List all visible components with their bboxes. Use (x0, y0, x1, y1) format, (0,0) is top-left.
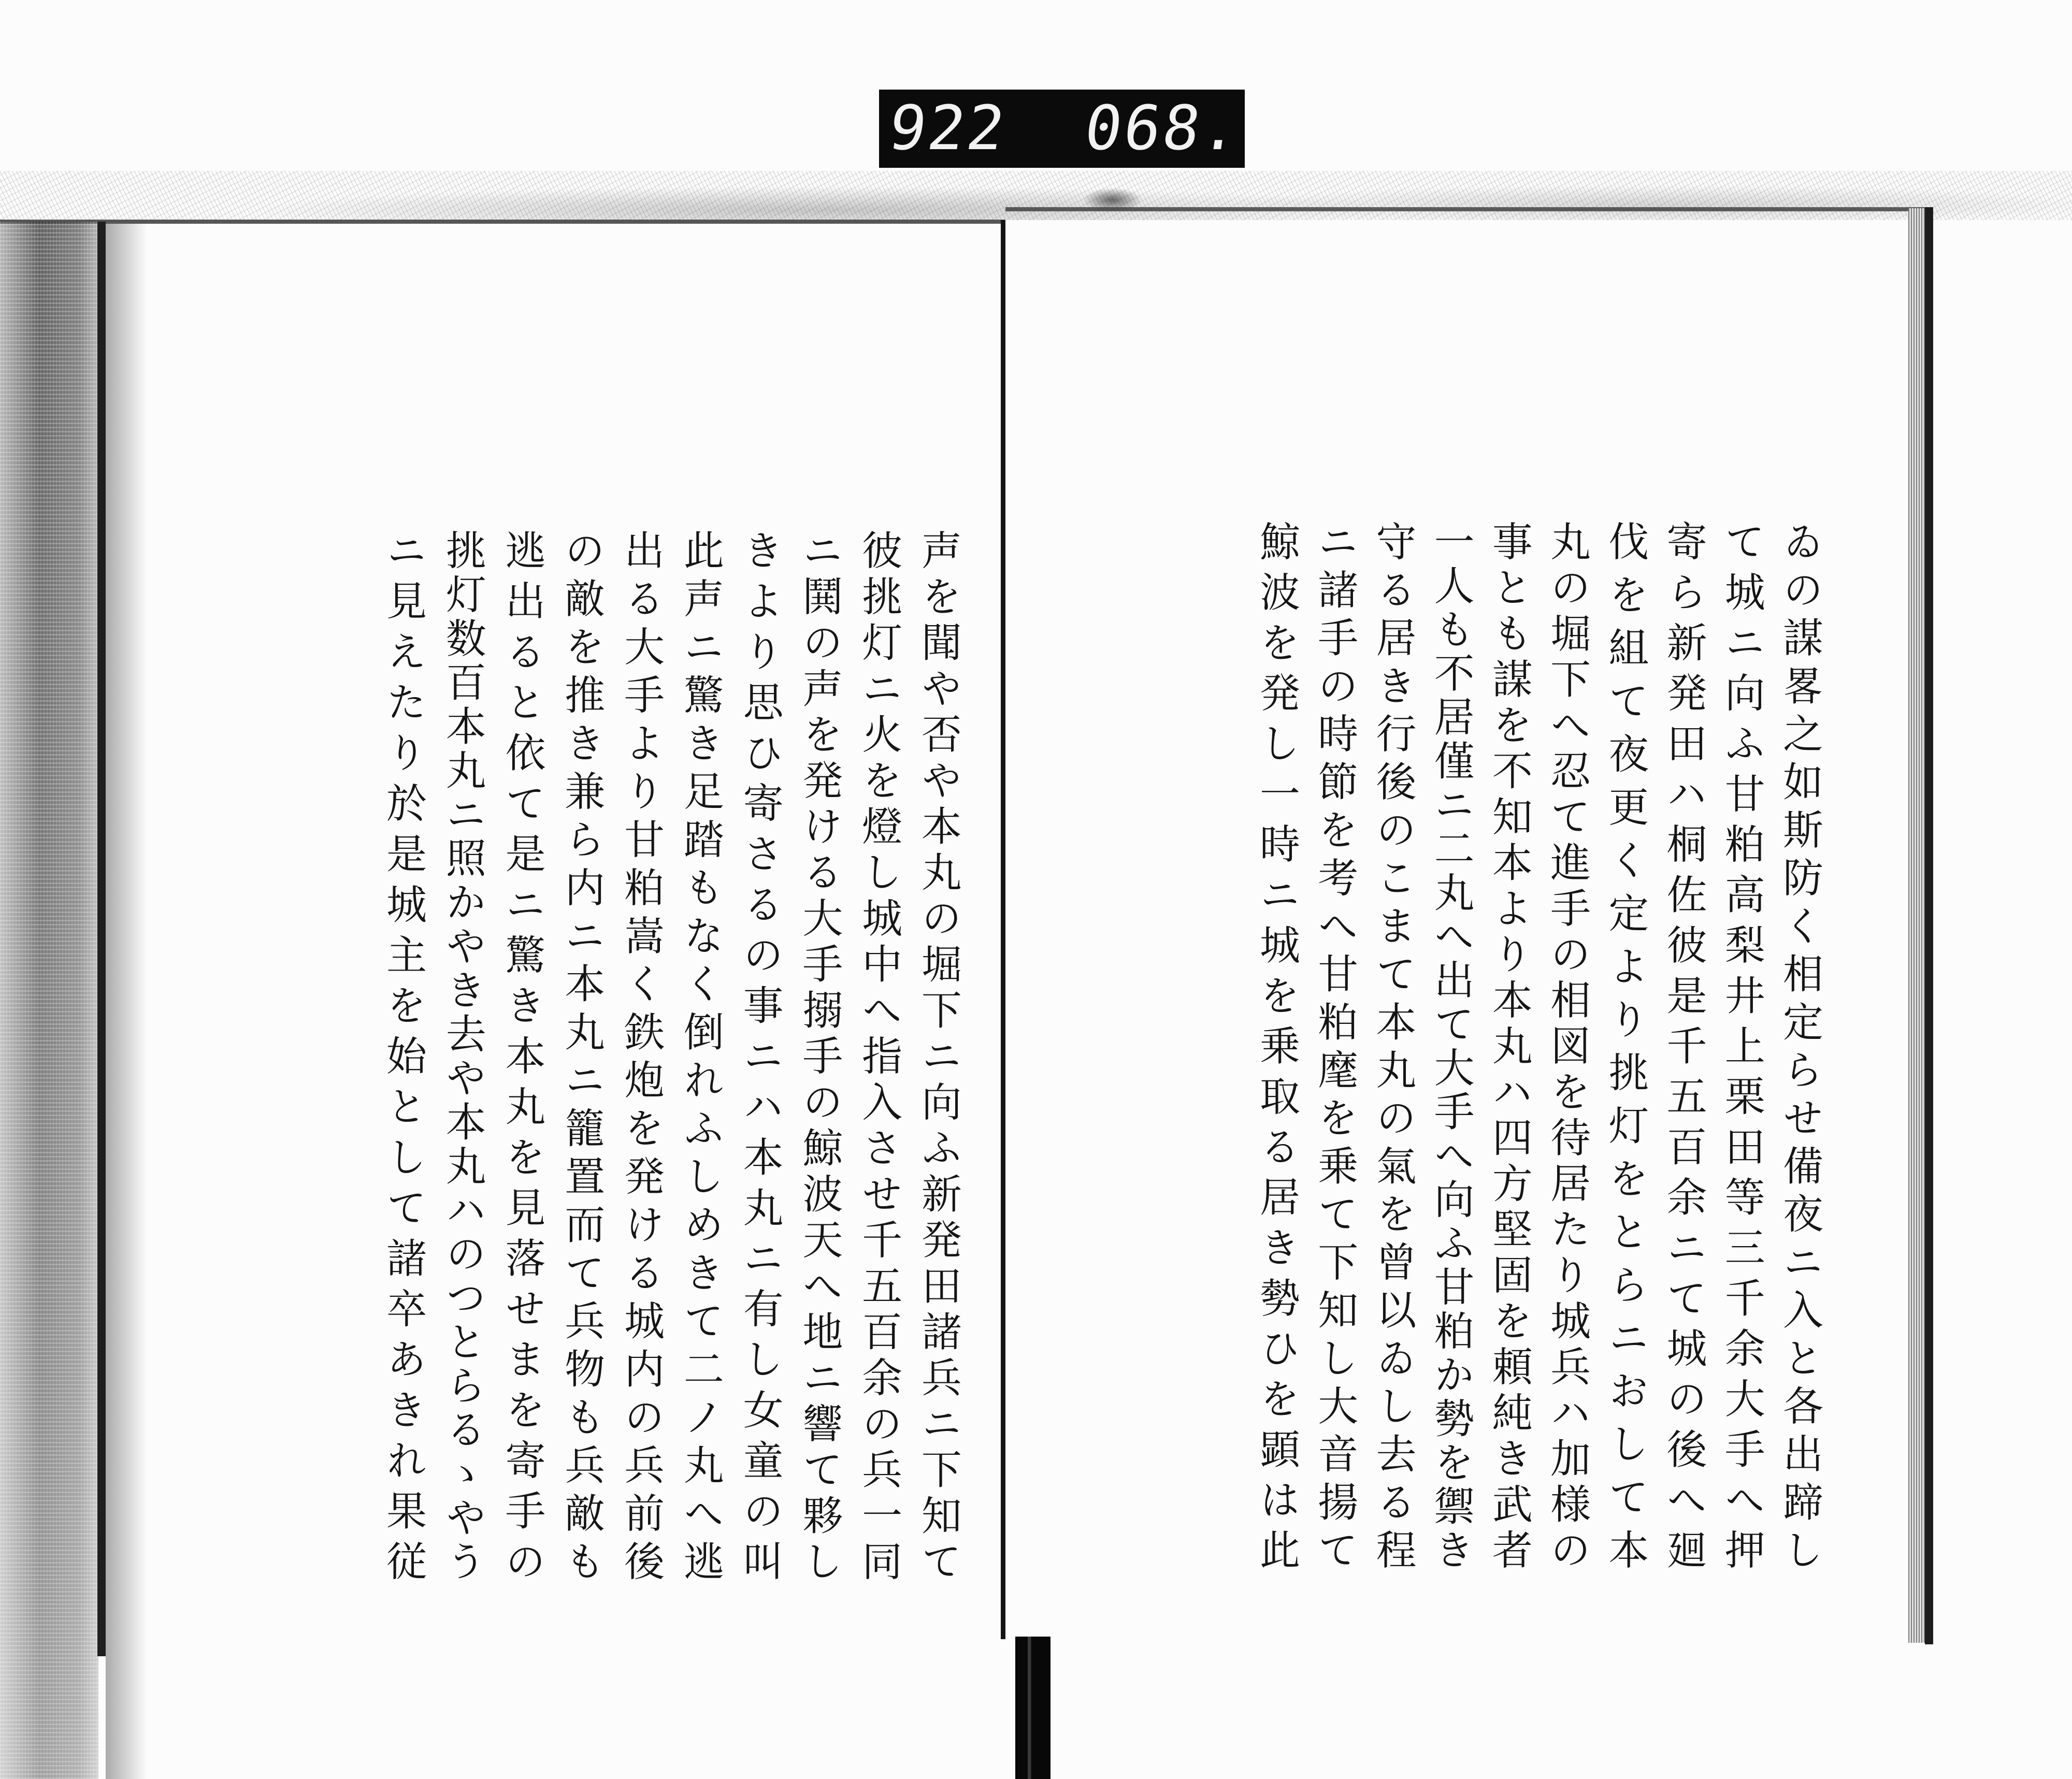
text-column: 一人も不居僅ニ二丸へ出て大手へ向ふ甘粕か勢を禦き (1427, 520, 1474, 1569)
text-column: 逃出ると依て是ニ驚き本丸を見落せまを寄手の (498, 529, 545, 1581)
text-column: 丸の堀下へ忍て進手の相図を待居たり城兵ハ加様の (1544, 520, 1591, 1569)
accession-label (879, 90, 1245, 168)
book-spine (1001, 220, 1005, 1639)
book-page-edges-right (1908, 208, 1925, 1643)
left-page-text (377, 529, 964, 1581)
text-column: 彼挑灯ニ火を燈し城中へ指入させ千五百余の兵一同 (855, 529, 902, 1581)
text-column: きより思ひ寄さるの事ニハ本丸ニ有し女童の叫 (736, 529, 783, 1581)
text-column: 寄ら新発田ハ桐佐彼是千五百余ニて城の後へ廻 (1660, 520, 1707, 1569)
text-column: 出る大手より甘粕嵩く鉄炮を発ける城内の兵前後 (617, 529, 665, 1581)
text-column: ニ見えたり於是城主を始として諸卒あきれ果従 (380, 529, 426, 1581)
text-column: て城ニ向ふ甘粕高梨井上栗田等三千余大手へ押 (1718, 520, 1765, 1569)
book-edge-left (97, 222, 106, 1656)
text-column: 挑灯数百本丸ニ照かやき去や本丸ハのつとらるゝやう (439, 529, 486, 1581)
left-page (106, 223, 1001, 1652)
text-column: の敵を推き兼ら内ニ本丸ニ籠置而て兵物も兵敵も (558, 529, 605, 1581)
right-page-text (1250, 520, 1825, 1569)
book-edge-right (1925, 207, 1933, 1644)
accession-number-left: 922 (884, 92, 1011, 164)
text-column: ニ鬨の声を発ける大手搦手の鯨波天へ地ニ響て夥し (796, 529, 843, 1581)
text-column: 事とも謀を不知本より本丸ハ四方堅固を頼純き武者 (1485, 520, 1532, 1569)
text-column: 此声ニ驚き足踏もなく倒れふしめきて二ノ丸へ逃 (677, 529, 724, 1581)
accession-number-right: 068. (1080, 92, 1246, 164)
text-column: 鯨波を発し一時ニ城を乗取る居き勢ひを顕は此 (1253, 520, 1300, 1569)
right-page (1005, 210, 1908, 1642)
text-column: ニ諸手の時節を考へ甘粕麾を乗て下知し大音揚て (1311, 520, 1358, 1569)
spine-binding (1015, 1637, 1051, 1779)
text-column: 伐を組て夜更く定より挑灯をとらニおして本 (1602, 520, 1649, 1569)
text-column: ゐの謀畧之如斯防く相定らせ備夜ニ入と各出蹄し (1776, 520, 1823, 1569)
text-column: 守る居き行後のこまて本丸の氣を曾以ゐし去る程 (1369, 520, 1416, 1569)
scanner-shadow-left (0, 222, 98, 1779)
text-column: 声を聞や否や本丸の堀下ニ向ふ新発田諸兵ニ下知て (914, 529, 961, 1581)
